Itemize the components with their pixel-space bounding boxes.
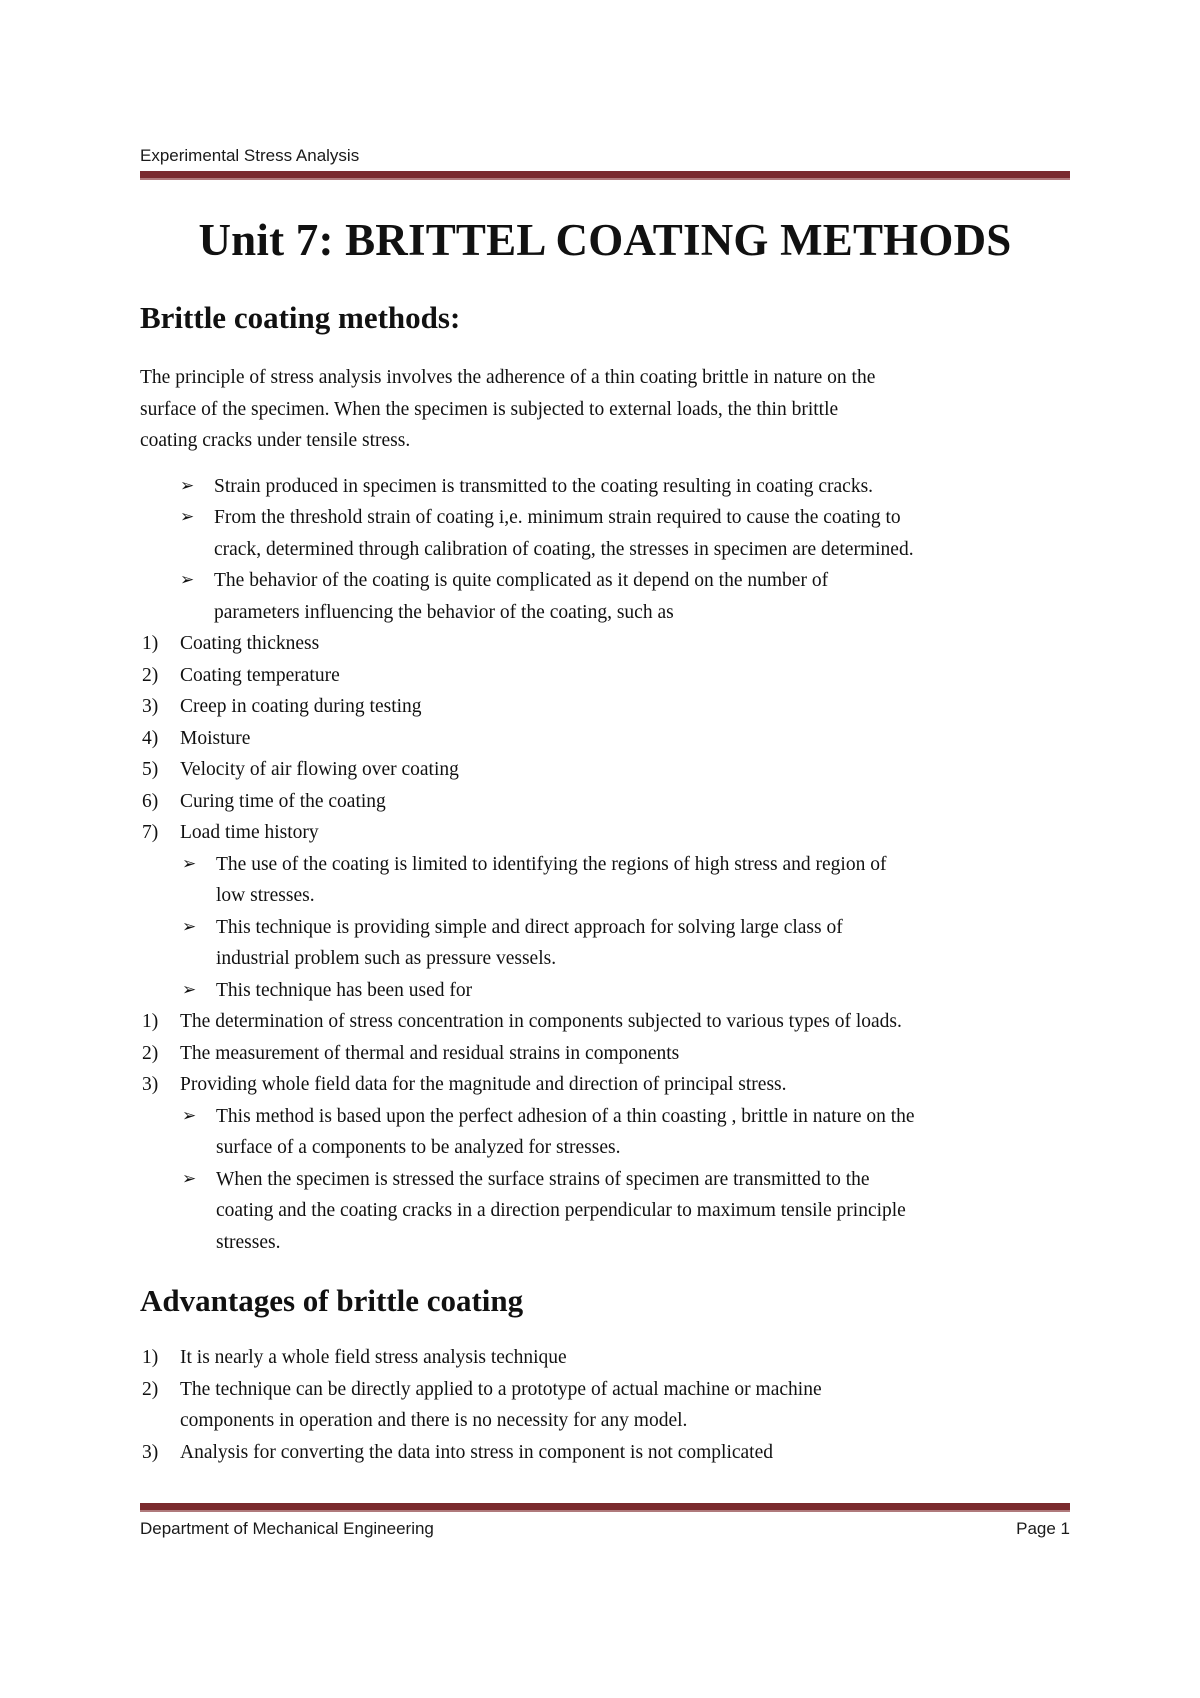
item-number: 1) — [142, 1011, 159, 1032]
bullet-line: crack, determined through calibration of coating, the stresses in specimen are determined. — [214, 538, 914, 560]
bullet-line: The behavior of the coating is quite complicated as it depend on the number of — [214, 570, 829, 591]
bullet-line: This method is based upon the perfect adhesion of a thin coasting , brittle in nature on the — [216, 1105, 915, 1127]
item-number: 4) — [142, 727, 159, 749]
bullet-line: stresses. — [216, 1231, 281, 1253]
bullet-item — [140, 1101, 1070, 1164]
footer-page-number: Page 1 — [1016, 1519, 1070, 1538]
bullet-line: low stresses. — [216, 885, 315, 906]
bullet-line: The use of the coating is limited to identifying the regions of high stress and region of — [216, 853, 887, 875]
item-number: 2) — [142, 1378, 159, 1400]
bullet-item — [140, 912, 1070, 975]
bullet-item — [140, 849, 1070, 912]
bullet-line: industrial problem such as pressure vessels. — [216, 948, 557, 969]
intro-line: surface of the specimen. When the specimen is subjected to external loads, the thin brittle — [140, 398, 839, 420]
numbered-item — [140, 660, 1070, 692]
bullet-item — [140, 471, 1070, 503]
bullet-line: From the threshold strain of coating i,e. minimum strain required to cause the coating to — [214, 507, 901, 528]
item-text: Curing time of the coating — [180, 790, 386, 812]
arrow-bullet-icon: ➢ — [180, 475, 195, 496]
intro-line: The principle of stress analysis involves the adherence of a thin coating brittle in nature on the — [140, 367, 876, 388]
item-text: Velocity of air flowing over coating — [180, 759, 459, 780]
numbered-item — [140, 1437, 1070, 1469]
numbered-item — [140, 628, 1070, 660]
advantages-list — [140, 1342, 1070, 1468]
bullet-line: surface of a components to be analyzed for stresses. — [216, 1137, 621, 1158]
numbered-item — [140, 723, 1070, 755]
arrow-bullet-icon: ➢ — [182, 853, 197, 874]
numbered-item — [140, 754, 1070, 786]
item-text: Analysis for converting the data into stress in component is not complicated — [180, 1441, 773, 1463]
section-heading-brittle-coating-methods: Brittle coating methods: — [140, 300, 461, 335]
item-text: Creep in coating during testing — [180, 696, 422, 717]
item-text: The measurement of thermal and residual strains in components — [180, 1042, 680, 1064]
main-body — [140, 362, 1070, 1258]
bullet-line: parameters influencing the behavior of the coating, such as — [214, 601, 674, 623]
item-text: Coating temperature — [180, 664, 340, 686]
running-header: Experimental Stress Analysis — [140, 146, 360, 165]
bullet-line: This technique is providing simple and direct approach for solving large class of — [216, 916, 843, 938]
item-number: 2) — [142, 664, 159, 686]
arrow-bullet-icon: ➢ — [182, 979, 197, 1000]
numbered-item — [140, 1342, 1070, 1374]
item-number: 7) — [142, 822, 159, 843]
item-text: It is nearly a whole field stress analysis technique — [180, 1347, 567, 1368]
bullet-line: coating and the coating cracks in a direction perpendicular to maximum tensile principle — [216, 1200, 906, 1221]
numbered-item — [140, 1006, 1070, 1038]
bullet-line: Strain produced in specimen is transmitted to the coating resulting in coating cracks. — [214, 475, 874, 497]
bullet-item — [140, 1164, 1070, 1259]
numbered-item — [140, 1038, 1070, 1070]
intro-paragraph — [140, 362, 1070, 457]
arrow-bullet-icon: ➢ — [180, 507, 195, 527]
bullet-line: This technique has been used for — [216, 979, 473, 1001]
numbered-item — [140, 786, 1070, 818]
bullet-line: When the specimen is stressed the surface strains of specimen are transmitted to the — [216, 1168, 870, 1190]
numbered-item — [140, 1069, 1070, 1101]
page-title: Unit 7: BRITTEL COATING METHODS — [198, 215, 1012, 265]
item-number: 5) — [142, 759, 159, 780]
item-number: 2) — [142, 1042, 159, 1064]
item-number: 3) — [142, 696, 159, 717]
header-rule — [140, 171, 1070, 180]
section-heading-advantages: Advantages of brittle coating — [140, 1283, 524, 1318]
item-text: components in operation and there is no necessity for any model. — [180, 1410, 688, 1431]
item-number: 1) — [142, 1347, 159, 1368]
item-text: Providing whole field data for the magnitude and direction of principal stress. — [180, 1074, 787, 1095]
item-text: Load time history — [180, 822, 319, 843]
numbered-item — [140, 1374, 1070, 1437]
arrow-bullet-icon: ➢ — [182, 916, 197, 937]
bullet-item — [140, 502, 1070, 565]
item-text: The determination of stress concentration in components subjected to various types of loads. — [180, 1011, 902, 1032]
arrow-bullet-icon: ➢ — [182, 1105, 197, 1126]
bullet-item — [140, 975, 1070, 1007]
item-number: 6) — [142, 790, 159, 812]
arrow-bullet-icon: ➢ — [180, 570, 195, 590]
bullet-item — [140, 565, 1070, 628]
item-number: 1) — [142, 633, 159, 654]
footer-department: Department of Mechanical Engineering — [140, 1519, 434, 1538]
item-text: The technique can be directly applied to a prototype of actual machine or machine — [180, 1378, 822, 1400]
item-number: 3) — [142, 1074, 159, 1095]
item-text: Moisture — [180, 727, 251, 749]
numbered-item — [140, 817, 1070, 849]
numbered-item — [140, 691, 1070, 723]
item-number: 3) — [142, 1441, 159, 1463]
item-text: Coating thickness — [180, 633, 320, 654]
intro-line: coating cracks under tensile stress. — [140, 430, 411, 451]
arrow-bullet-icon: ➢ — [182, 1168, 197, 1189]
footer-rule — [140, 1503, 1070, 1512]
